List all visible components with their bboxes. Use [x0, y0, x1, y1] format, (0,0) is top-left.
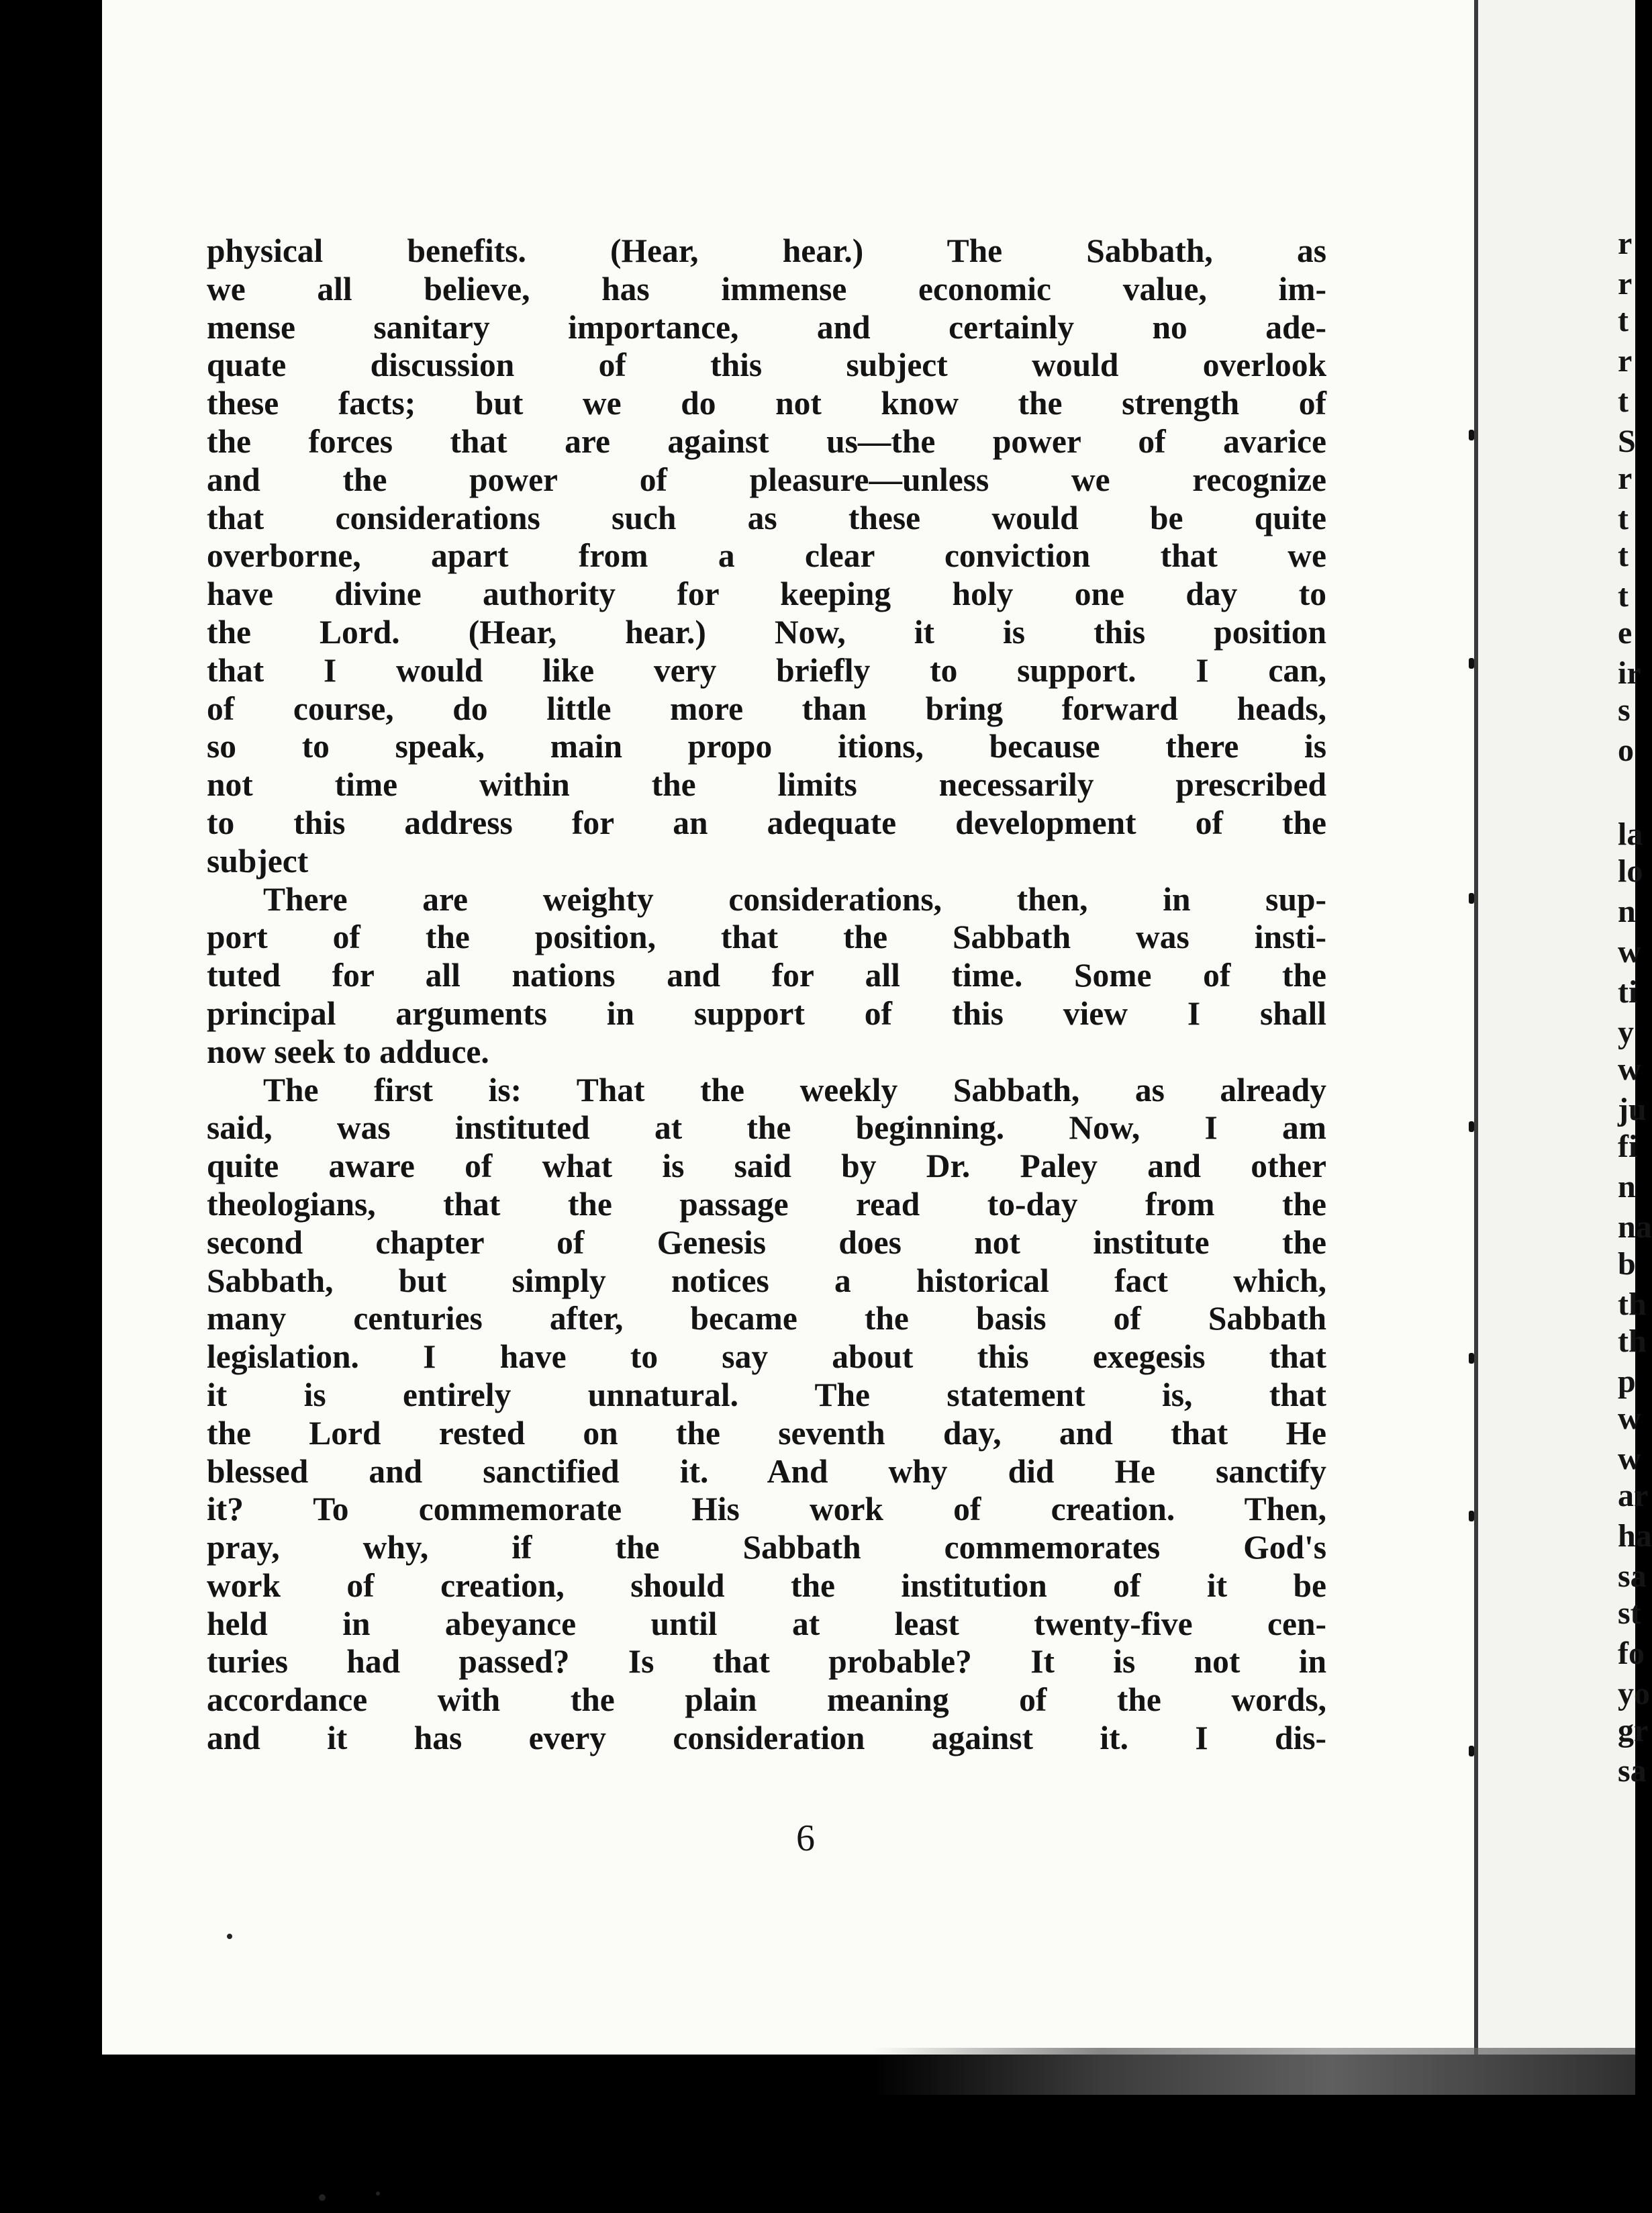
text-line: the forces that are against us—the power of avarice	[207, 422, 1326, 460]
facing-page-fragment: fi	[1618, 1129, 1638, 1164]
text-line: many centuries after, became the basis of Sabbath	[207, 1300, 1326, 1337]
gutter-mark	[1469, 430, 1474, 440]
facing-page-fragment: w	[1618, 1401, 1641, 1436]
facing-page-fragment: la	[1618, 816, 1643, 852]
facing-page-fragment: t	[1618, 501, 1629, 536]
text-line: overborne, apart from a clear conviction that we	[207, 537, 1326, 575]
scan-speck	[376, 2192, 380, 2196]
text-line: work of creation, should the institution of it be	[207, 1566, 1326, 1604]
text-line: quite aware of what is said by Dr. Paley and other	[207, 1147, 1326, 1185]
paragraph-first-line: The first is: That the weekly Sabbath, as already	[263, 1071, 1326, 1109]
facing-page-fragment: w	[1618, 934, 1641, 970]
scan-speck	[227, 1934, 232, 1939]
facing-page-fragment: ir	[1618, 655, 1641, 691]
text-line: it is entirely unnatural. The statement is, that	[207, 1376, 1326, 1413]
facing-page-fragment: th	[1618, 1323, 1647, 1359]
facing-page-fragment: ti	[1618, 974, 1638, 1010]
text-line: blessed and sanctified it. And why did He sanctify	[207, 1452, 1326, 1490]
facing-page-fragment: ha	[1618, 1518, 1652, 1554]
text-line: these facts; but we do not know the strength of	[207, 385, 1326, 422]
facing-page-fragment: p	[1618, 1364, 1636, 1399]
facing-page-fragment: t	[1618, 538, 1629, 573]
text-line: accordance with the plain meaning of the words,	[207, 1681, 1326, 1719]
text-line: held in abeyance until at least twenty-five cen-	[207, 1605, 1326, 1642]
facing-page-fragment: o	[1618, 733, 1634, 768]
gutter-mark	[1469, 893, 1474, 904]
text-line: it? To commemorate His work of creation. Then,	[207, 1491, 1326, 1528]
text-line: Sabbath, but simply notices a historical fact which,	[207, 1262, 1326, 1299]
facing-page-fragment: w	[1618, 1051, 1641, 1087]
facing-page-fragment: y	[1618, 1015, 1634, 1050]
facing-page-fragment: r	[1618, 343, 1633, 379]
facing-page-fragment: b	[1618, 1246, 1636, 1282]
facing-page-fragment: sa	[1618, 1558, 1647, 1594]
gutter-mark	[1469, 658, 1474, 669]
text-line: of course, do little more than bring forward heads,	[207, 690, 1326, 727]
text-line: mense sanitary importance, and certainly no ade-	[207, 308, 1326, 346]
text-line: theologians, that the passage read to-day from the	[207, 1185, 1326, 1223]
text-line: the Lord. (Hear, hear.) Now, it is this position	[207, 613, 1326, 651]
scan-speck	[319, 2194, 326, 2201]
facing-page-fragment: r	[1618, 461, 1633, 496]
page-gutter-line	[1474, 0, 1478, 2055]
text-line: have divine authority for keeping holy one day to	[207, 575, 1326, 613]
text-line: principal arguments in support of this view I shall	[207, 994, 1326, 1032]
text-line: legislation. I have to say about this exegesis that	[207, 1338, 1326, 1376]
text-line: tuted for all nations and for all time. Some of the	[207, 957, 1326, 994]
facing-page-fragment: n	[1618, 894, 1636, 929]
facing-page-fragment: na	[1618, 1209, 1652, 1245]
text-line: said, was instituted at the beginning. Now, I am	[207, 1109, 1326, 1147]
text-line: that I would like very briefly to support. I can,	[207, 651, 1326, 689]
facing-page-fragment: e	[1618, 615, 1633, 651]
facing-page-fragment: t	[1618, 383, 1629, 419]
facing-page-fragment: S	[1618, 424, 1636, 459]
text-line: the Lord rested on the seventh day, and that He	[207, 1414, 1326, 1452]
facing-page-fragment: r	[1618, 226, 1633, 261]
text-line: pray, why, if the Sabbath commemorates God's	[207, 1529, 1326, 1566]
text-line: subject	[207, 842, 309, 880]
facing-page-fragment: ju	[1618, 1092, 1647, 1127]
text-line: port of the position, that the Sabbath was insti-	[207, 919, 1326, 956]
text-line: to this address for an adequate development of the	[207, 804, 1326, 841]
facing-page-fragment: w	[1618, 1441, 1641, 1476]
text-line: and the power of pleasure—unless we recognize	[207, 461, 1326, 498]
facing-page-fragment: t	[1618, 578, 1629, 614]
text-line: we all believe, has immense economic value, im-	[207, 270, 1326, 308]
facing-page-fragment: lo	[1618, 853, 1643, 889]
facing-page-fragment: th	[1618, 1286, 1647, 1322]
facing-page-fragment: gr	[1618, 1713, 1649, 1748]
text-line: now seek to adduce.	[207, 1033, 489, 1070]
paragraph-first-line: There are weighty considerations, then, in sup-	[263, 880, 1326, 918]
facing-page-fragment: n	[1618, 1169, 1636, 1205]
text-line: so to speak, main propo itions, because there is	[207, 728, 1326, 765]
gutter-mark	[1469, 1511, 1474, 1521]
text-line: and it has every consideration against it. I dis-	[207, 1720, 1326, 1757]
scan-edge-artifact	[873, 2048, 1635, 2095]
text-line: turies had passed? Is that probable? It is not in	[207, 1643, 1326, 1681]
facing-page-fragment: ar	[1618, 1478, 1649, 1513]
facing-page-fragment: s	[1618, 692, 1631, 728]
document-page-right-facing	[1478, 0, 1635, 2055]
gutter-mark	[1469, 1121, 1474, 1132]
body-text	[207, 232, 1326, 1758]
text-line: that considerations such as these would be quite	[207, 499, 1326, 536]
text-line: quate discussion of this subject would overlook	[207, 346, 1326, 384]
facing-page-fragment: sa	[1618, 1753, 1647, 1789]
gutter-mark	[1469, 1746, 1474, 1756]
facing-page-fragment: st	[1618, 1595, 1641, 1631]
text-line: physical benefits. (Hear, hear.) The Sabbath, as	[207, 232, 1326, 269]
gutter-mark	[1469, 1353, 1474, 1364]
facing-page-fragment: fo	[1618, 1636, 1645, 1671]
page-number: 6	[796, 1818, 815, 1859]
facing-page-fragment: t	[1618, 303, 1629, 338]
text-line: not time within the limits necessarily prescribed	[207, 766, 1326, 804]
text-line: second chapter of Genesis does not institute the	[207, 1223, 1326, 1261]
facing-page-fragment: r	[1618, 266, 1633, 301]
facing-page-fragment: yo	[1618, 1676, 1650, 1711]
